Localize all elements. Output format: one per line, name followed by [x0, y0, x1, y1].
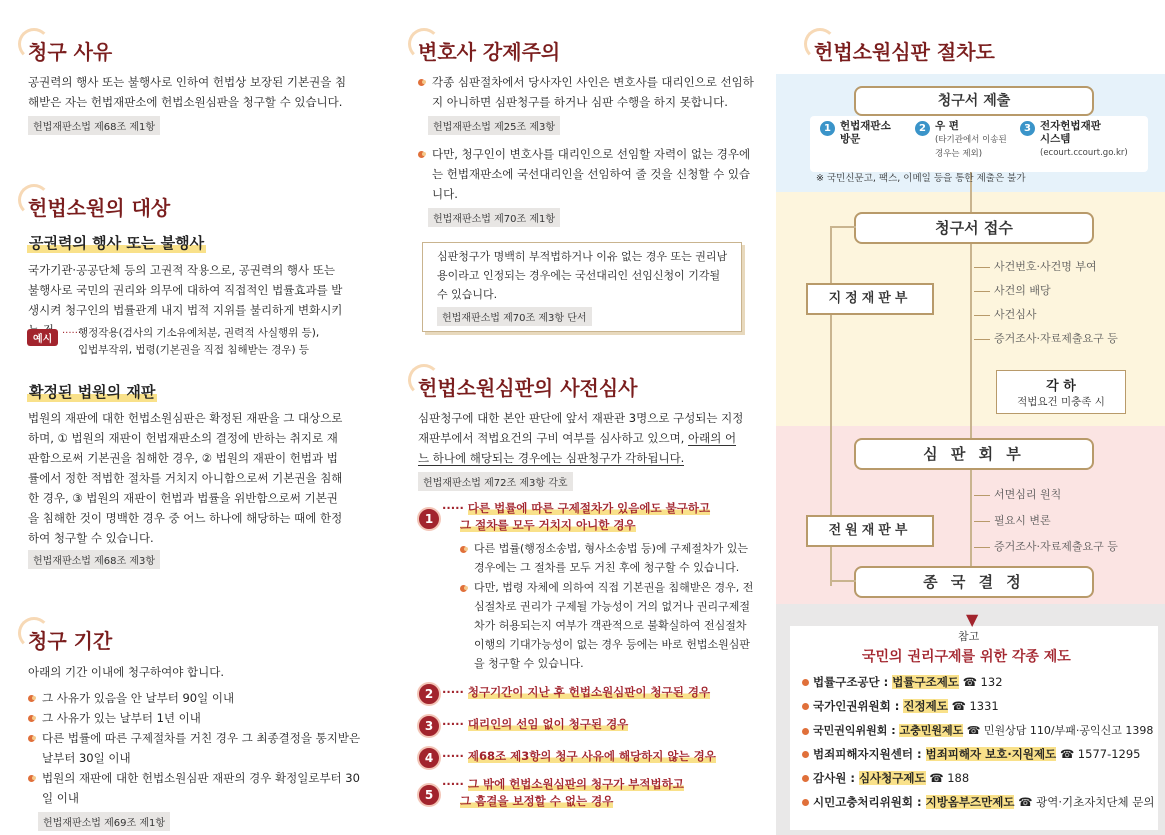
bullet-icon: [802, 728, 809, 735]
step-text: 필요시 변론: [994, 514, 1051, 527]
case-title-line1: 대리인의 선임 없이 청구된 경우: [467, 717, 629, 731]
agency-row: [802, 698, 999, 714]
option-electronic: [1040, 120, 1128, 160]
bullet-icon: [802, 679, 809, 686]
bullet-icon: [802, 703, 809, 710]
bullet-icon: [28, 695, 35, 702]
agency-system: 진정제도: [903, 699, 948, 713]
attorney-item-text: 다만, 청구인이 변호사를 대리인으로 선임할 자력이 없는 경우에는 헌법재판소에 국선대리인을 선임하여 줄 것을 신청할 수 있습니다.: [432, 147, 751, 201]
case-title-2: [460, 793, 613, 810]
note-ref: 헌법재판소법 제70조 제3항 단서: [437, 307, 592, 326]
attorney-item: [418, 72, 758, 112]
bullet-icon: [460, 585, 467, 592]
dismiss-sub: 적법요건 미충족 시: [1017, 396, 1105, 408]
option-line: (타기관에서 이송된: [935, 135, 1007, 145]
option-line: (ecourt.ccourt.go.kr): [1040, 148, 1128, 158]
agency-phone: ☎ 1577-1295: [1059, 747, 1141, 761]
example-line-2: 입법부작위, 법령(기본권을 직접 침해받는 경우) 등: [78, 344, 310, 356]
step-text: 사건번호·사건명 부여: [994, 260, 1097, 273]
case-number-badge: 5: [417, 783, 441, 807]
agency-system: 범죄피해자 보호·지원제도: [925, 747, 1057, 761]
section-title-text: 헌법소원의 대상: [28, 196, 171, 220]
agency-row: [802, 794, 1155, 810]
example-tag: 예시: [27, 329, 58, 346]
step-text: 사건심사: [994, 308, 1037, 321]
bullet-icon: [802, 775, 809, 782]
note-text: 심판청구가 명백히 부적법하거나 이유 없는 경우 또는 권리남용이라고 인정되는 경우에는 국선대리인 선임신청이 기각될 수 있습니다.: [437, 250, 728, 301]
case-title: [442, 716, 628, 733]
option-line: 전자헌법재판: [1040, 120, 1101, 132]
agency-org: 법률구조공단 :: [813, 675, 893, 689]
designated-step: [974, 282, 1051, 298]
agency-org: 국가인권위원회 :: [813, 699, 904, 713]
section-title-claim-reason: [28, 36, 112, 65]
period-item: [28, 728, 362, 768]
subtitle-public-power: 공권력의 행사 또는 불행사: [29, 234, 205, 252]
dismiss-box: [996, 370, 1126, 414]
step-receive: 청구서 접수: [854, 212, 1094, 244]
bullet-icon: [802, 799, 809, 806]
title-ring-icon: [804, 28, 836, 60]
submit-note: ※ 국민신문고, 팩스, 이메일 등을 통한 제출은 불가: [816, 173, 1026, 184]
bullet-icon: [460, 546, 467, 553]
step-text: 증거조사·자료제출요구 등: [994, 540, 1118, 553]
step-line: [974, 339, 990, 340]
bullet-icon: [28, 775, 35, 782]
period-item-text: 다른 법률에 따른 구제절차를 거친 경우 그 최종결정을 통지받은 날부터 30일 이내: [42, 731, 361, 765]
option-line: 우 편: [935, 120, 959, 132]
option-line: 시스템: [1040, 133, 1071, 145]
agency-system: 심사청구제도: [858, 771, 926, 785]
attorney-ref-1: 헌법재판소법 제25조 제3항: [428, 116, 560, 135]
case-sub-item: [460, 578, 760, 673]
attorney-ref-2: 헌법재판소법 제70조 제1항: [428, 208, 560, 227]
step-submit: 청구서 제출: [854, 86, 1094, 116]
agency-system: 법률구조제도: [892, 675, 959, 689]
case-dots: ·····: [442, 717, 464, 731]
case-title: [442, 684, 710, 701]
option-line: 방문: [840, 133, 861, 145]
agency-row: [802, 746, 1141, 762]
pre-review-body-b: 아래의 어느 하나에 해당되는 경우에는 심판청구가 각하됩니다.: [418, 431, 737, 465]
full-bench-step: [974, 538, 1118, 554]
title-ring-icon: [18, 28, 50, 60]
designated-step: [974, 306, 1037, 322]
pre-review-ref: 헌법재판소법 제72조 제3항 각호: [418, 472, 573, 491]
full-bench-step: [974, 486, 1061, 502]
period-ref: 헌법재판소법 제69조 제1항: [38, 812, 170, 831]
section-title-text: 헌법소원심판의 사전심사: [418, 376, 638, 400]
section-title-attorney: [418, 36, 560, 65]
option-number-badge: 1: [820, 121, 835, 136]
case-sub-text: 다른 법률(행정소송법, 형사소송법 등)에 구제절차가 있는 경우에는 그 절차를 모두 거친 후에 청구할 수 있습니다.: [474, 542, 748, 574]
agency-system: 지방옴부즈만제도: [925, 795, 1015, 809]
case-title: [442, 776, 684, 793]
step-trial: 심 판 회 부: [854, 438, 1094, 470]
flow-line: [830, 580, 856, 582]
example-line-1: 행정작용(검사의 기소유예처분, 권력적 사실행위 등),: [78, 327, 320, 339]
title-ring-icon: [408, 28, 440, 60]
option-mail: [935, 120, 1007, 161]
option-line: 경우는 제외): [935, 149, 983, 159]
step-line: [974, 547, 990, 548]
case-sub-item: [460, 539, 760, 577]
case-title: [442, 500, 710, 517]
reference-label: 참고: [958, 630, 980, 643]
agency-phone: ☎ 132: [962, 675, 1003, 689]
submit-options: [810, 116, 1148, 172]
section-title-pre-review: [418, 372, 637, 401]
period-item-text: 그 사유가 있는 날부터 1년 이내: [42, 711, 201, 725]
case-title-line2: 그 절차를 모두 거치지 아니한 경우: [460, 518, 636, 532]
agency-org: 국민권익위원회 :: [813, 724, 900, 737]
case-title-line1: 다른 법률에 따른 구제절차가 있음에도 불구하고: [467, 501, 711, 515]
note-box: [422, 242, 742, 332]
case-sub-text: 다만, 법령 자체에 의하여 직접 기본권을 침해받은 경우, 전심절차로 권리가 구제될 가능성이 거의 없거나 권리구제절차가 허용되는지 여부가 객관적으로 불확실하여 전심절차 이행의 기대가능성이 없는 경우 등에는 바로 헌법소원심판을 청구할 수 있습니다.: [474, 581, 754, 670]
agency-row: [802, 770, 969, 786]
agency-phone: ☎ 1331: [951, 699, 999, 713]
agency-row: [802, 722, 1153, 738]
agency-org: 시민고충처리위원회 :: [813, 795, 926, 809]
case-number-badge: 1: [417, 507, 441, 531]
court-judgment-body: 법원의 재판에 대한 헌법소원심판은 확정된 재판을 그 대상으로 하며, ① 법원의 재판이 헌법재판소의 결정에 반하는 취지로 재판함으로써 기본권을 침해한 경우, ② 법원의 재판이 헌법과 법률에서 정한 적법한 절차를 거치지 아니함으로써 기본권을 침해한 경우, ③ 법원의 재판이 헌법과 법률을 위반함으로써 기본권을 침해한 것이 명백한 경우 중 어느 하나에 해당하는 때에 한정하여 청구할 수 있습니다.: [28, 411, 343, 545]
pre-review-body: [418, 408, 746, 468]
subtitle-court-judgment: 확정된 법원의 재판: [29, 383, 156, 401]
attorney-item: [418, 144, 758, 204]
agency-phone: ☎ 민원상담 110/부패·공익신고 1398: [966, 724, 1154, 737]
designated-step: [974, 258, 1097, 274]
attorney-item-text: 각종 심판절차에서 당사자인 사인은 변호사를 대리인으로 선임하지 아니하면 심판청구를 하거나 심판 수행을 하지 못합니다.: [432, 75, 754, 109]
pre-review-body-a: 심판청구에 대한 본안 판단에 앞서 재판관 3명으로 구성되는 지정재판부에서 적법요건의 구비 여부를 심사하고 있으며,: [418, 411, 744, 445]
pin-icon: ▼: [966, 610, 979, 629]
agency-system: 고충민원제도: [899, 724, 964, 737]
step-line: [974, 291, 990, 292]
period-item-text: 법원의 재판에 대한 헌법소원심판 재판의 경우 확정일로부터 30일 이내: [42, 771, 360, 805]
dismiss-title: 각 하: [1046, 379, 1076, 394]
claim-reason-ref: 헌법재판소법 제68조 제1항: [28, 116, 160, 135]
flow-line: [830, 226, 856, 228]
full-bench-step: [974, 512, 1051, 528]
option-number-badge: 2: [915, 121, 930, 136]
claim-reason-body: 공권력의 행사 또는 불행사로 인하여 헌법상 보장된 기본권을 침해받은 자는 헌법재판소에 헌법소원심판을 청구할 수 있습니다.: [28, 75, 347, 109]
public-power-body: 국가기관·공공단체 등의 고권적 작용으로, 공권력의 행사 또는 불행사로 국민의 권리와 의무에 대하여 직접적인 법률효과를 발생시켜 청구인의 법률관계 내지 법적 지위를 불리하게 변화시키: [28, 263, 343, 317]
case-dots: ·····: [442, 777, 464, 791]
case-dots: ·····: [442, 749, 464, 763]
case-title-2: [460, 517, 636, 534]
section-title-procedure: [814, 36, 995, 65]
step-line: [974, 267, 990, 268]
reference-title: 국민의 권리구제를 위한 각종 제도: [862, 649, 1071, 665]
step-final: 종 국 결 정: [854, 566, 1094, 598]
step-text: 증거조사·자료제출요구 등: [994, 332, 1118, 345]
case-dots: ·····: [442, 501, 464, 515]
section-title-period: [28, 625, 112, 654]
step-line: [974, 495, 990, 496]
period-item-text: 그 사유가 있음을 안 날부터 90일 이내: [42, 691, 235, 705]
bullet-icon: [802, 751, 809, 758]
panel-full-bench: 전원재판부: [806, 515, 934, 547]
example-dots: ·······: [62, 328, 85, 339]
bullet-icon: [418, 79, 425, 86]
case-number-badge: 2: [417, 682, 441, 706]
case-title: [442, 748, 716, 765]
court-judgment-ref: 헌법재판소법 제68조 제3항: [28, 550, 160, 569]
title-ring-icon: [18, 617, 50, 649]
section-title-text: 청구 기간: [28, 629, 113, 653]
case-number-badge: 3: [417, 714, 441, 738]
case-title-line1: 제68조 제3항의 청구 사유에 해당하지 않는 경우: [467, 749, 716, 763]
designated-step: [974, 330, 1118, 346]
period-item: [28, 688, 352, 708]
bullet-icon: [418, 151, 425, 158]
case-title-line1: 그 밖에 헌법소원심판의 청구가 부적법하고: [467, 777, 684, 791]
agency-phone: ☎ 188: [929, 771, 970, 785]
section-title-text: 변호사 강제주의: [418, 40, 561, 64]
case-title-line2: 그 흠결을 보정할 수 없는 경우: [460, 794, 614, 808]
case-title-line1: 청구기간이 지난 후 헌법소원심판이 청구된 경우: [467, 685, 711, 699]
step-text: 서면심리 원칙: [994, 488, 1062, 501]
period-item: [28, 708, 352, 728]
step-text: 사건의 배당: [994, 284, 1051, 297]
title-ring-icon: [18, 184, 50, 216]
bullet-icon: [28, 735, 35, 742]
title-ring-icon: [408, 364, 440, 396]
bullet-icon: [28, 715, 35, 722]
option-visit: [840, 120, 891, 146]
section-title-text: 헌법소원심판 절차도: [814, 40, 995, 64]
case-number-badge: 4: [417, 746, 441, 770]
section-title-text: 청구 사유: [28, 40, 113, 64]
step-line: [974, 315, 990, 316]
panel-designated: 지정재판부: [806, 283, 934, 315]
option-line: 헌법재판소: [840, 120, 891, 132]
option-number-badge: 3: [1020, 121, 1035, 136]
agency-row: [802, 674, 1003, 690]
period-item: [28, 768, 362, 808]
agency-org: 범죄피해자지원센터 :: [813, 747, 926, 761]
period-intro: 아래의 기간 이내에 청구하여야 합니다.: [28, 665, 225, 679]
section-title-target: [28, 192, 170, 221]
agency-phone: ☎ 광역·기초자치단체 문의: [1018, 795, 1155, 809]
case-dots: ·····: [442, 685, 464, 699]
step-line: [974, 521, 990, 522]
agency-org: 감사원 :: [813, 771, 859, 785]
